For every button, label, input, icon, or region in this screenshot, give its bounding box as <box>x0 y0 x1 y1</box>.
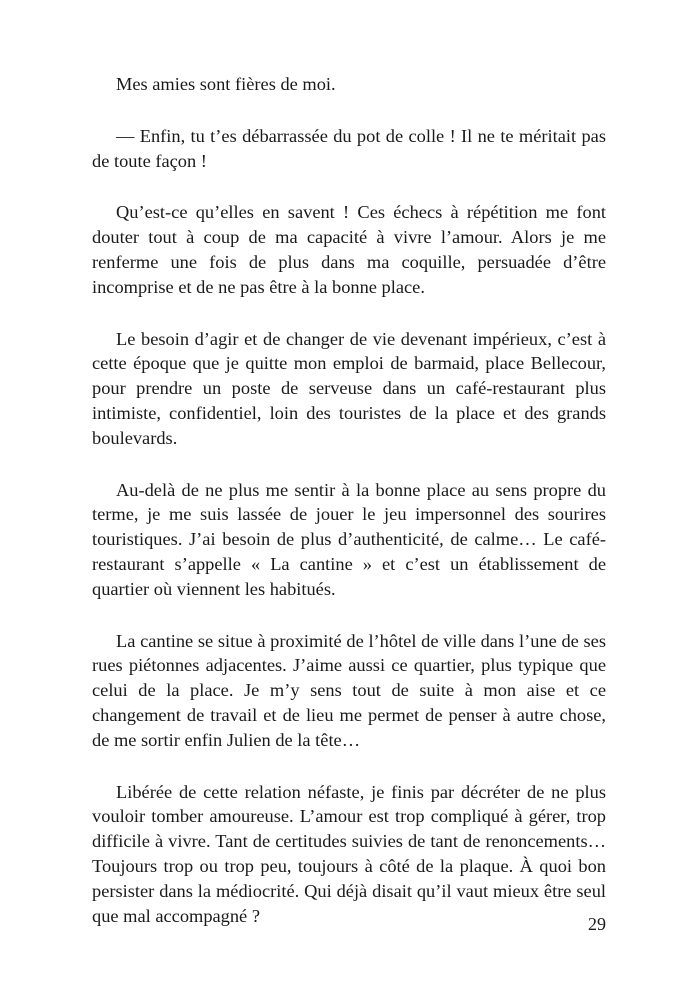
page-number: 29 <box>588 914 606 934</box>
body-text <box>92 72 606 955</box>
paragraph-2: — Enfin, tu t’es débarrassée du pot de colle ! Il ne te méritait pas de toute façon ! <box>92 125 606 171</box>
paragraph-7: Libérée de cette relation néfaste, je finis par décréter de ne plus vouloir tomber amoureuse. L’amour est trop compliqué à gérer, trop difficile à vivre. Tant de certitudes suivies de tant de renoncements… Toujours trop ou trop peu, toujours à côté de la plaque. À quoi bon persister dans la médiocrité. Qui déjà disait qu’il vaut mieux être seul que mal accompagné ? <box>92 781 606 926</box>
paragraph-1: Mes amies sont fières de moi. <box>116 74 336 94</box>
paragraph-5: Au-delà de ne plus me sentir à la bonne place au sens propre du terme, je me suis lassée de jouer le jeu impersonnel des sourires touristiques. J’ai besoin de plus d’authenticité, de calme… Le café-restaurant s’appelle « La cantine » et c’est un établissement de quartier où viennent les habitués. <box>92 479 606 599</box>
paragraph-3: Qu’est-ce qu’elles en savent ! Ces échecs à répétition me font douter tout à coup de ma capacité à vivre l’amour. Alors je me renferme une fois de plus dans ma coquille, persuadée d’être incomprise et de ne pas être à la bonne place. <box>92 202 606 297</box>
paragraph-4: Le besoin d’agir et de changer de vie devenant impérieux, c’est à cette époque que je quitte mon emploi de barmaid, place Bellecour, pour prendre un poste de serveuse dans un café-restaurant plus intimiste, confidentiel, loin des touristes de la place et des grands boulevards. <box>92 328 606 448</box>
paragraph-6: La cantine se situe à proximité de l’hôtel de ville dans l’une de ses rues piétonnes adjacentes. J’aime aussi ce quartier, plus typique que celui de la place. Je m’y sens tout de suite à mon aise et ce changement de travail et de lieu me permet de penser à autre chose, de me sortir enfin Julien de la tête… <box>92 630 606 750</box>
